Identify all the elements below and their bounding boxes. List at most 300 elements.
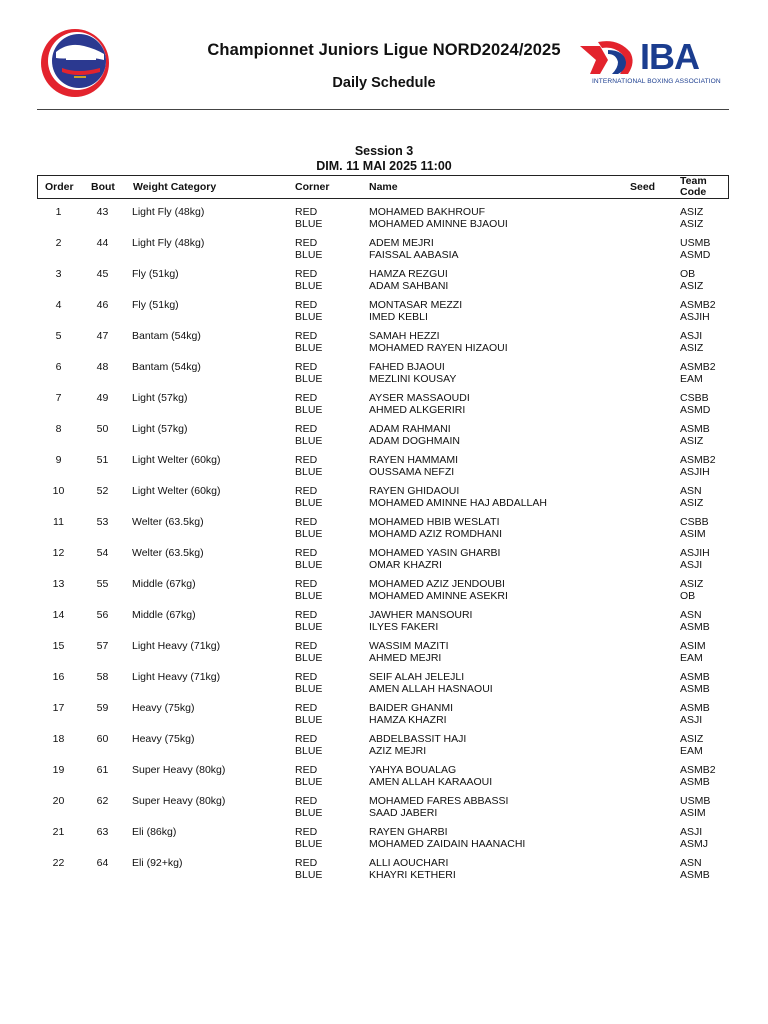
bout-number: 51 bbox=[96, 454, 109, 466]
team-code-red: ASMB2 bbox=[680, 361, 716, 373]
corner-blue: BLUE bbox=[295, 869, 323, 881]
boxer-name-red: ADAM RAHMANI bbox=[369, 423, 451, 435]
bout-number: 52 bbox=[96, 485, 109, 497]
bout-order: 21 bbox=[52, 826, 65, 838]
bout-number: 49 bbox=[96, 392, 109, 404]
corner-red: RED bbox=[295, 826, 318, 838]
table-row bbox=[37, 793, 729, 824]
corner bbox=[295, 206, 322, 230]
table-row bbox=[37, 638, 729, 669]
team-code-red: ASIM bbox=[680, 640, 706, 652]
boxer-name-red: SAMAH HEZZI bbox=[369, 330, 440, 342]
corner bbox=[295, 237, 322, 261]
table-row bbox=[37, 390, 729, 421]
corner bbox=[295, 299, 322, 323]
bout-order: 3 bbox=[55, 268, 62, 280]
boxer-name bbox=[369, 764, 492, 788]
corner-blue: BLUE bbox=[295, 559, 323, 571]
boxer-name bbox=[369, 516, 502, 540]
boxer-name bbox=[369, 609, 472, 633]
table-row bbox=[37, 731, 729, 762]
corner-blue: BLUE bbox=[295, 466, 323, 478]
team-code-red: ASMB bbox=[680, 671, 710, 683]
corner bbox=[295, 578, 322, 602]
team-code-blue: OB bbox=[680, 590, 696, 602]
boxer-name-red: HAMZA REZGUI bbox=[369, 268, 448, 280]
corner bbox=[295, 392, 322, 416]
bout-number: 45 bbox=[96, 268, 109, 280]
team-header-line1: Team bbox=[680, 175, 707, 187]
corner bbox=[295, 423, 322, 447]
weight-category: Middle (67kg) bbox=[132, 609, 196, 621]
corner-blue: BLUE bbox=[295, 373, 323, 385]
table-row bbox=[37, 824, 729, 855]
column-header-weight: Weight Category bbox=[133, 181, 217, 193]
session-datetime: DIM. 11 MAI 2025 11:00 bbox=[316, 159, 452, 173]
corner-blue: BLUE bbox=[295, 683, 323, 695]
corner-red: RED bbox=[295, 547, 318, 559]
corner-blue: BLUE bbox=[295, 528, 323, 540]
bout-order: 17 bbox=[52, 702, 65, 714]
corner bbox=[295, 671, 322, 695]
boxer-name bbox=[369, 640, 449, 664]
bout-order: 14 bbox=[52, 609, 65, 621]
corner bbox=[295, 857, 322, 881]
team-code-blue: ASMB bbox=[680, 683, 710, 695]
team-code bbox=[680, 485, 703, 509]
boxer-name-red: MOHAMED BAKHROUF bbox=[369, 206, 486, 218]
table-row bbox=[37, 576, 729, 607]
bout-order: 4 bbox=[55, 299, 62, 311]
corner-red: RED bbox=[295, 764, 318, 776]
bout-number: 47 bbox=[96, 330, 109, 342]
bout-order: 10 bbox=[52, 485, 65, 497]
boxer-name-blue: MOHAMED RAYEN HIZAOUI bbox=[369, 342, 508, 354]
team-code-red: CSBB bbox=[680, 392, 709, 404]
column-header-bout: Bout bbox=[91, 181, 115, 193]
table-row bbox=[37, 483, 729, 514]
team-code-red: ASJI bbox=[680, 826, 703, 838]
corner-blue: BLUE bbox=[295, 745, 323, 757]
session-title: Session 3 bbox=[354, 144, 414, 158]
bout-number: 46 bbox=[96, 299, 109, 311]
corner-red: RED bbox=[295, 299, 318, 311]
boxer-name-blue: ADAM DOGHMAIN bbox=[369, 435, 461, 447]
weight-category: Bantam (54kg) bbox=[132, 330, 201, 342]
team-code-red: ASN bbox=[680, 485, 702, 497]
table-row bbox=[37, 762, 729, 793]
boxer-name bbox=[369, 702, 453, 726]
team-code bbox=[680, 671, 710, 695]
boxer-name-blue: ILYES FAKERI bbox=[369, 621, 439, 633]
weight-category: Light Fly (48kg) bbox=[132, 206, 205, 218]
team-code-blue: ASMB bbox=[680, 869, 710, 881]
table-row bbox=[37, 669, 729, 700]
corner bbox=[295, 516, 322, 540]
team-code bbox=[680, 299, 716, 323]
team-code-blue: EAM bbox=[680, 652, 703, 664]
corner-blue: BLUE bbox=[295, 590, 323, 602]
corner bbox=[295, 361, 322, 385]
table-row bbox=[37, 452, 729, 483]
boxer-name bbox=[369, 826, 525, 850]
boxer-name-blue: MOHAMED AMINNE HAJ ABDALLAH bbox=[369, 497, 547, 509]
bout-table-body bbox=[37, 204, 729, 886]
team-code-red: USMB bbox=[680, 795, 711, 807]
team-code-blue: EAM bbox=[680, 745, 703, 757]
boxer-name-blue: AHMED ALKGERIRI bbox=[369, 404, 466, 416]
boxer-name-red: RAYEN HAMMAMI bbox=[369, 454, 459, 466]
weight-category: Bantam (54kg) bbox=[132, 361, 201, 373]
team-code-red: ASIZ bbox=[680, 206, 704, 218]
table-row bbox=[37, 514, 729, 545]
bout-number: 60 bbox=[96, 733, 109, 745]
bout-order: 22 bbox=[52, 857, 65, 869]
team-code-blue: ASMD bbox=[680, 404, 711, 416]
team-code-red: ASMB2 bbox=[680, 764, 716, 776]
team-code-blue: ASIZ bbox=[680, 435, 704, 447]
table-row bbox=[37, 328, 729, 359]
corner-blue: BLUE bbox=[295, 249, 323, 261]
corner bbox=[295, 330, 322, 354]
bout-order: 15 bbox=[52, 640, 65, 652]
bout-order: 18 bbox=[52, 733, 65, 745]
boxer-name-blue: IMED KEBLI bbox=[369, 311, 428, 323]
team-code bbox=[680, 454, 716, 478]
boxer-name bbox=[369, 237, 459, 261]
weight-category: Heavy (75kg) bbox=[132, 702, 195, 714]
session-info bbox=[0, 144, 768, 174]
corner-red: RED bbox=[295, 423, 318, 435]
team-code bbox=[680, 237, 710, 261]
boxer-name-blue: MOHAMED AMINNE ASEKRI bbox=[369, 590, 508, 602]
weight-category: Heavy (75kg) bbox=[132, 733, 195, 745]
table-row bbox=[37, 204, 729, 235]
team-code bbox=[680, 516, 709, 540]
iba-logo-subtext: INTERNATIONAL BOXING ASSOCIATION bbox=[592, 78, 721, 85]
corner-red: RED bbox=[295, 671, 318, 683]
corner-blue: BLUE bbox=[295, 435, 323, 447]
team-code-blue: ASIZ bbox=[680, 280, 704, 292]
column-header-seed: Seed bbox=[630, 181, 656, 193]
boxer-name bbox=[369, 485, 547, 509]
boxer-name-red: ADEM MEJRI bbox=[369, 237, 434, 249]
corner bbox=[295, 609, 322, 633]
boxer-name-blue: AZIZ MEJRI bbox=[369, 745, 427, 757]
corner bbox=[295, 268, 322, 292]
bout-number: 54 bbox=[96, 547, 109, 559]
boxer-name-red: WASSIM MAZITI bbox=[369, 640, 449, 652]
weight-category: Super Heavy (80kg) bbox=[132, 764, 226, 776]
weight-category: Light Fly (48kg) bbox=[132, 237, 205, 249]
team-code-red: ASMB2 bbox=[680, 299, 716, 311]
weight-category: Middle (67kg) bbox=[132, 578, 196, 590]
corner-red: RED bbox=[295, 578, 318, 590]
team-code bbox=[680, 206, 703, 230]
weight-category: Light Heavy (71kg) bbox=[132, 671, 221, 683]
boxer-name bbox=[369, 795, 508, 819]
boxer-name bbox=[369, 268, 448, 292]
corner-red: RED bbox=[295, 237, 318, 249]
boxer-name-blue: MOHAMD AZIZ ROMDHANI bbox=[369, 528, 502, 540]
boxer-name bbox=[369, 206, 508, 230]
team-code-red: ASMB2 bbox=[680, 454, 716, 466]
boxer-name bbox=[369, 423, 460, 447]
bout-order: 6 bbox=[55, 361, 62, 373]
corner-blue: BLUE bbox=[295, 497, 323, 509]
team-code-red: ASN bbox=[680, 609, 702, 621]
corner-red: RED bbox=[295, 268, 318, 280]
boxer-name-blue: MEZLINI KOUSAY bbox=[369, 373, 457, 385]
corner-red: RED bbox=[295, 361, 318, 373]
corner-blue: BLUE bbox=[295, 218, 323, 230]
boxer-name bbox=[369, 671, 493, 695]
team-code bbox=[680, 795, 710, 819]
weight-category: Fly (51kg) bbox=[132, 299, 179, 311]
bout-order: 1 bbox=[55, 206, 62, 218]
corner-red: RED bbox=[295, 857, 318, 869]
table-row bbox=[37, 266, 729, 297]
corner-red: RED bbox=[295, 733, 318, 745]
bout-number: 61 bbox=[96, 764, 109, 776]
corner-blue: BLUE bbox=[295, 342, 323, 354]
team-code bbox=[680, 764, 716, 788]
document-subtitle: Daily Schedule bbox=[332, 75, 436, 91]
team-code-blue: ASJIH bbox=[680, 311, 710, 323]
team-code-blue: ASMB bbox=[680, 621, 710, 633]
team-code bbox=[680, 702, 710, 726]
boxer-name-blue: AMEN ALLAH HASNAOUI bbox=[369, 683, 493, 695]
bout-number: 63 bbox=[96, 826, 109, 838]
bout-order: 5 bbox=[55, 330, 62, 342]
boxer-name-red: JAWHER MANSOURI bbox=[369, 609, 473, 621]
team-header-line2: Code bbox=[680, 186, 707, 198]
team-code-blue: EAM bbox=[680, 373, 703, 385]
corner-blue: BLUE bbox=[295, 807, 323, 819]
boxer-name-red: AYSER MASSAOUDI bbox=[369, 392, 470, 404]
weight-category: Welter (63.5kg) bbox=[132, 547, 204, 559]
weight-category: Eli (86kg) bbox=[132, 826, 177, 838]
team-code bbox=[680, 392, 710, 416]
boxer-name bbox=[369, 733, 466, 757]
team-code-red: ASMB bbox=[680, 702, 710, 714]
corner bbox=[295, 485, 322, 509]
corner-red: RED bbox=[295, 609, 318, 621]
boxer-name-red: YAHYA BOUALAG bbox=[369, 764, 457, 776]
bout-number: 59 bbox=[96, 702, 109, 714]
boxer-name-red: MONTASAR MEZZI bbox=[369, 299, 463, 311]
boxer-name-blue: SAAD JABERI bbox=[369, 807, 438, 819]
table-row bbox=[37, 855, 729, 886]
team-code-blue: ASIZ bbox=[680, 342, 704, 354]
boxer-name-blue: FAISSAL AABASIA bbox=[369, 249, 459, 261]
corner-blue: BLUE bbox=[295, 621, 323, 633]
boxer-name-red: ABDELBASSIT HAJI bbox=[369, 733, 467, 745]
boxer-name-blue: MOHAMED AMINNE BJAOUI bbox=[369, 218, 508, 230]
boxer-name-blue: ADAM SAHBANI bbox=[369, 280, 449, 292]
bout-order: 11 bbox=[53, 516, 64, 528]
team-code bbox=[680, 361, 716, 385]
boxer-name-red: FAHED BJAOUI bbox=[369, 361, 445, 373]
corner bbox=[295, 826, 322, 850]
bout-number: 58 bbox=[96, 671, 109, 683]
weight-category: Fly (51kg) bbox=[132, 268, 179, 280]
corner bbox=[295, 795, 322, 819]
team-code bbox=[680, 609, 710, 633]
table-header bbox=[37, 175, 729, 199]
team-code-red: ASMB bbox=[680, 423, 710, 435]
corner-blue: BLUE bbox=[295, 714, 323, 726]
boxer-name-red: MOHAMED YASIN GHARBI bbox=[369, 547, 501, 559]
boxer-name-blue: OUSSAMA NEFZI bbox=[369, 466, 455, 478]
table-row bbox=[37, 607, 729, 638]
team-code bbox=[680, 826, 708, 850]
corner bbox=[295, 733, 322, 757]
boxer-name bbox=[369, 361, 456, 385]
boxer-name-blue: OMAR KHAZRI bbox=[369, 559, 442, 571]
bout-number: 64 bbox=[96, 857, 109, 869]
boxer-name-red: BAIDER GHANMI bbox=[369, 702, 454, 714]
document-title: Championnet Juniors Ligue NORD2024/2025 bbox=[207, 41, 561, 59]
weight-category: Light (57kg) bbox=[132, 392, 188, 404]
team-code-red: ASJIH bbox=[680, 547, 710, 559]
table-row bbox=[37, 700, 729, 731]
team-code-red: ASN bbox=[680, 857, 702, 869]
corner-blue: BLUE bbox=[295, 652, 323, 664]
boxer-name bbox=[369, 857, 456, 881]
bout-order: 19 bbox=[52, 764, 65, 776]
team-code-blue: ASIM bbox=[680, 807, 706, 819]
bout-order: 9 bbox=[55, 454, 62, 466]
corner-red: RED bbox=[295, 795, 318, 807]
table-row bbox=[37, 359, 729, 390]
corner-red: RED bbox=[295, 516, 318, 528]
column-header-team-code bbox=[680, 176, 707, 198]
table-row bbox=[37, 235, 729, 266]
boxer-name-blue: AMEN ALLAH KARAAOUI bbox=[369, 776, 493, 788]
bout-number: 56 bbox=[96, 609, 109, 621]
corner-blue: BLUE bbox=[295, 280, 323, 292]
column-header-name: Name bbox=[369, 181, 398, 193]
bout-order: 13 bbox=[52, 578, 65, 590]
team-code-red: ASIZ bbox=[680, 578, 704, 590]
team-code bbox=[680, 268, 703, 292]
corner-red: RED bbox=[295, 330, 318, 342]
weight-category: Super Heavy (80kg) bbox=[132, 795, 226, 807]
corner-red: RED bbox=[295, 702, 318, 714]
corner-red: RED bbox=[295, 392, 318, 404]
corner bbox=[295, 764, 322, 788]
corner bbox=[295, 702, 322, 726]
boxer-name-blue: AHMED MEJRI bbox=[369, 652, 442, 664]
bout-order: 7 bbox=[55, 392, 62, 404]
bout-number: 44 bbox=[96, 237, 109, 249]
table-row bbox=[37, 297, 729, 328]
corner-blue: BLUE bbox=[295, 311, 323, 323]
boxer-name bbox=[369, 578, 508, 602]
bout-order: 8 bbox=[55, 423, 62, 435]
weight-category: Light (57kg) bbox=[132, 423, 188, 435]
weight-category: Eli (92+kg) bbox=[132, 857, 183, 869]
team-code-red: OB bbox=[680, 268, 696, 280]
bout-order: 16 bbox=[52, 671, 65, 683]
team-code-blue: ASIM bbox=[680, 528, 706, 540]
bout-number: 55 bbox=[96, 578, 109, 590]
corner bbox=[295, 454, 322, 478]
corner bbox=[295, 547, 322, 571]
boxer-name-red: MOHAMED AZIZ JENDOUBI bbox=[369, 578, 505, 590]
boxer-name bbox=[369, 330, 508, 354]
team-code-blue: ASMJ bbox=[680, 838, 709, 850]
corner-blue: BLUE bbox=[295, 838, 323, 850]
boxer-name bbox=[369, 547, 500, 571]
boxer-name-red: MOHAMED FARES ABBASSI bbox=[369, 795, 509, 807]
bout-number: 43 bbox=[96, 206, 109, 218]
team-code-blue: ASMB bbox=[680, 776, 710, 788]
team-code bbox=[680, 578, 703, 602]
boxer-name-blue: MOHAMED ZAIDAIN HAANACHI bbox=[369, 838, 526, 850]
corner-red: RED bbox=[295, 640, 318, 652]
weight-category: Welter (63.5kg) bbox=[132, 516, 204, 528]
bout-number: 48 bbox=[96, 361, 109, 373]
header-divider bbox=[37, 109, 729, 110]
boxer-name-red: ALLI AOUCHARI bbox=[369, 857, 449, 869]
bout-number: 62 bbox=[96, 795, 109, 807]
bout-order: 2 bbox=[55, 237, 62, 249]
boxer-name-blue: HAMZA KHAZRI bbox=[369, 714, 447, 726]
boxer-name-red: RAYEN GHARBI bbox=[369, 826, 448, 838]
team-code-red: ASIZ bbox=[680, 733, 704, 745]
team-code-blue: ASJIH bbox=[680, 466, 710, 478]
team-code-blue: ASIZ bbox=[680, 497, 704, 509]
corner-red: RED bbox=[295, 206, 318, 218]
column-header-corner: Corner bbox=[295, 181, 330, 193]
corner-red: RED bbox=[295, 485, 318, 497]
bout-number: 53 bbox=[96, 516, 109, 528]
team-code-blue: ASJI bbox=[680, 714, 703, 726]
iba-logo-text: IBA bbox=[640, 36, 699, 77]
table-row bbox=[37, 545, 729, 576]
boxer-name bbox=[369, 392, 470, 416]
column-header-order: Order bbox=[45, 181, 74, 193]
boxer-name-red: RAYEN GHIDAOUI bbox=[369, 485, 460, 497]
team-code bbox=[680, 733, 703, 757]
team-code bbox=[680, 857, 710, 881]
team-code-blue: ASMD bbox=[680, 249, 711, 261]
boxer-name-red: SEIF ALAH JELEJLI bbox=[369, 671, 465, 683]
bout-order: 12 bbox=[52, 547, 65, 559]
boxer-name-blue: KHAYRI KETHERI bbox=[369, 869, 456, 881]
weight-category: Light Heavy (71kg) bbox=[132, 640, 221, 652]
boxer-name-red: MOHAMED HBIB WESLATI bbox=[369, 516, 500, 528]
boxer-name bbox=[369, 299, 462, 323]
team-code bbox=[680, 547, 710, 571]
bout-number: 57 bbox=[96, 640, 109, 652]
team-code-red: CSBB bbox=[680, 516, 709, 528]
team-code bbox=[680, 423, 710, 447]
bout-number: 50 bbox=[96, 423, 109, 435]
table-row bbox=[37, 421, 729, 452]
weight-category: Light Welter (60kg) bbox=[132, 454, 221, 466]
team-code bbox=[680, 640, 706, 664]
team-code-red: USMB bbox=[680, 237, 711, 249]
corner-blue: BLUE bbox=[295, 776, 323, 788]
team-code-blue: ASJI bbox=[680, 559, 703, 571]
corner bbox=[295, 640, 322, 664]
weight-category: Light Welter (60kg) bbox=[132, 485, 221, 497]
boxer-name bbox=[369, 454, 458, 478]
corner-blue: BLUE bbox=[295, 404, 323, 416]
